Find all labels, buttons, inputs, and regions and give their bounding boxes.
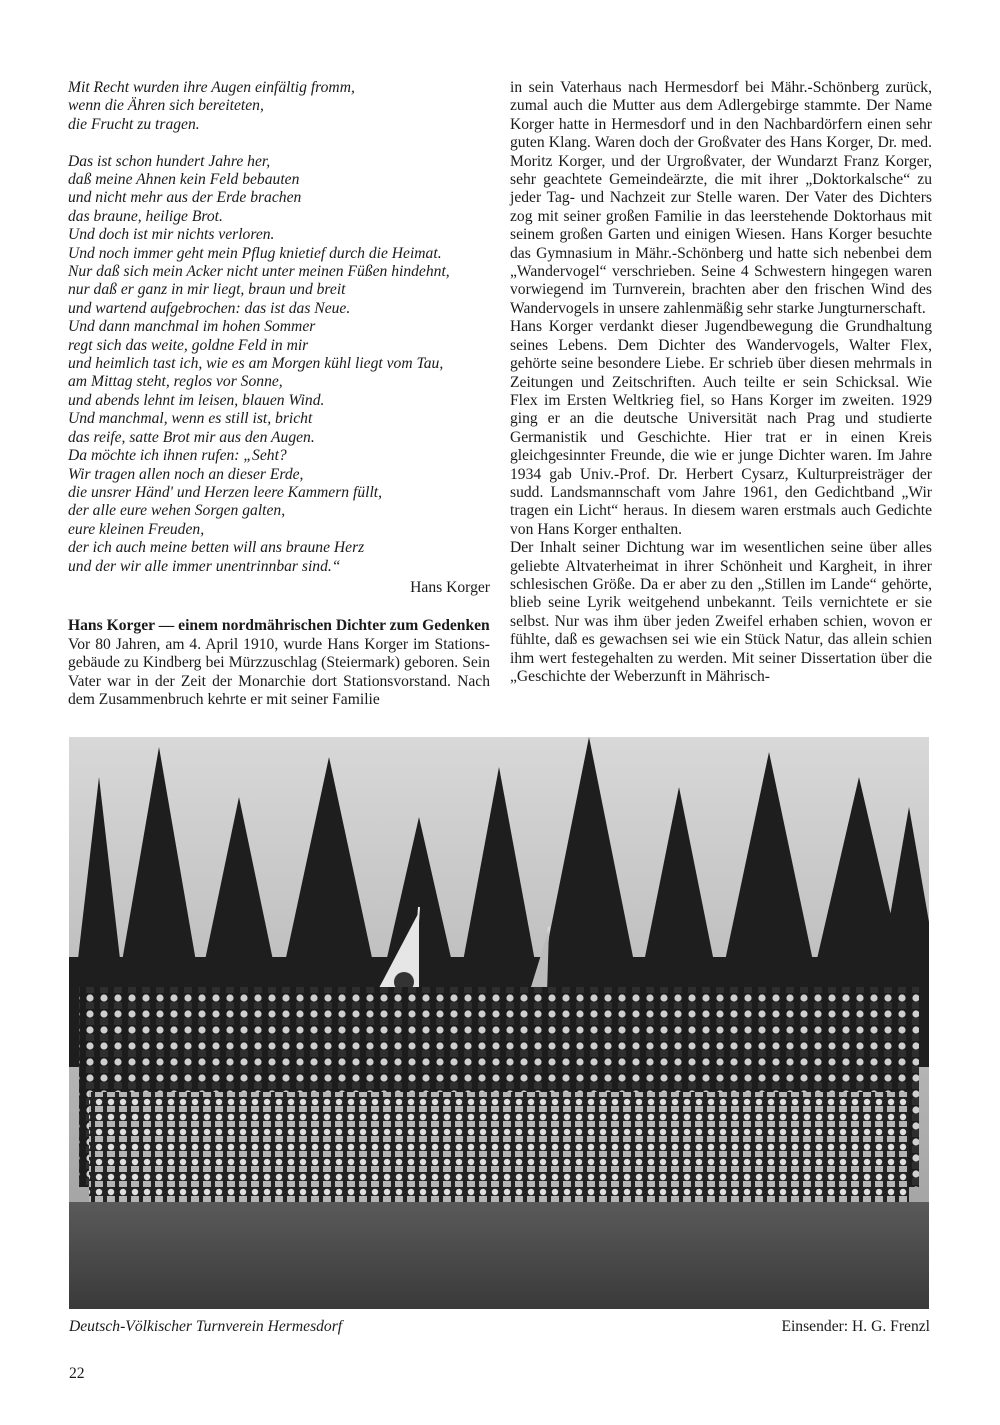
poem-line: eure kleinen Freuden, bbox=[68, 520, 205, 538]
poem-line: Da möchte ich ihnen rufen: „Seht? bbox=[68, 447, 287, 465]
left-column bbox=[68, 79, 490, 709]
poem-author: Hans Korger bbox=[410, 578, 490, 596]
article-paragraph-3: Der Inhalt seiner Dichtung war im wesentlichen seine über alles geliebte Altvaterheimat in ihrer Schönheit und Kargheit, in ihrer schlesischen Größe. Da er aber zu den „Stillen im Lande“ gehörte, blieb seine Lyrik weitgehend unbekannt. Teils vernichtete er sie selbst. Nur was ihm über jeden Zweifel erhaben schien, wovon er fühlte, daß es gewachsen sei wie ein Stück Natur, das allein schien ihm wert festegehalten zu werden. Mit seiner Dissertation über die „Geschichte der Weberzunft in Mährisch- bbox=[510, 539, 932, 685]
photo-credit: Einsender: H. G. Frenzl bbox=[781, 1318, 930, 1335]
poem-line: das reife, satte Brot mir aus den Augen. bbox=[68, 428, 315, 446]
article-paragraph-2: Hans Korger verdankt dieser Jugendbewegung die Grundhaltung seines Lebens. Dem Dichter des Wandervogels, Walter Flex, gehörte seine besondere Liebe. Er schrieb über diesen mehrmals in Zeitungen und Zeitschriften. Auch teilte er sein Schicksal. Wie Flex im Ersten Weltkrieg fiel, so Hans Korger im zweiten. 1929 ging er an die deutsche Universität nach Prag und studierte Germanistik und Geschichte. Hier trat er in einen Kreis gleichgesinnter Freunde, die wie er junge Dichter waren. Im Jahre 1934 gab Univ.-Prof. Dr. Herbert Cysarz, Kulturpreisträger der sudd. Landsmannschaft vom Jahre 1961, den Gedichtband „Wir tragen ein Licht“ heraus. In diesem waren erstmals auch Gedichte von Hans Korger enthalten. bbox=[510, 318, 932, 538]
poem-line: und wartend aufgebrochen: das ist das Neue. bbox=[68, 299, 351, 317]
poem-line: daß meine Ahnen kein Feld bebauten bbox=[68, 171, 300, 189]
meadow bbox=[69, 1202, 929, 1309]
poem-line: Und doch ist mir nichts verloren. bbox=[68, 226, 275, 244]
poem bbox=[68, 79, 490, 576]
poem-line: Und noch immer geht mein Pflug knietief durch die Heimat. bbox=[68, 244, 442, 262]
stanza-gap bbox=[68, 134, 490, 152]
crowd-front bbox=[89, 1092, 909, 1202]
article-paragraph-left: Vor 80 Jahren, am 4. April 1910, wurde Hans Korger im Stationsgebäude zu Kindberg bei Mürzzuschlag (Steiermark) geboren. Sein Vater war in der Zeit der Monarchie dort Stationsvorstand. Nach dem Zusammenbruch kehrte er mit seiner Familie bbox=[68, 635, 490, 708]
poem-line: der alle eure wehen Sorgen galten, bbox=[68, 502, 286, 520]
poem-line: nur daß er ganz in mir liegt, braun und breit bbox=[68, 281, 346, 299]
poem-line: und der wir alle immer unentrinnbar sind.“ bbox=[68, 557, 341, 575]
poem-stanza-2 bbox=[68, 153, 490, 576]
poem-line: das braune, heilige Brot. bbox=[68, 207, 223, 225]
article-paragraph-1: in sein Vaterhaus nach Hermesdorf bei Mähr.-Schönberg zurück, zumal auch die Mutter aus dem Adlergebirge stammte. Der Name Korger hatte in Hermesdorf und in den Nachbardörfern einen sehr guten Klang. Waren doch der Großvater des Hans Korger, Dr. med. Moritz Korger, und der Urgroßvater, der Wundarzt Franz Korger, sehr geachtete Gemeindeärzte, die mit ihrer „Doktorkalsche“ zu jeder Tag- und Nachzeit zur Stelle waren. Der Vater des Dichters zog mit seiner großen Familie in das leerstehende Doktorhaus mit seinem großen Garten und einigen Wiesen. Hans Korger besuchte das Gymnasium in Mähr.-Schönberg und hatte sich nebenbei dem „Wandervogel“ verschrieben. Seine 4 Schwestern hingegen waren vorwiegend im Turnverein, brachten aber den frischen Wind des Wandervogels in unsere zahlenmäßig sehr starke Jungturnerschaft. bbox=[510, 79, 932, 317]
poem-stanza-1 bbox=[68, 79, 490, 134]
group-photo bbox=[69, 737, 929, 1309]
poem-line: Das ist schon hundert Jahre her, bbox=[68, 152, 271, 170]
poem-line: wenn die Ähren sich bereiteten, bbox=[68, 97, 264, 115]
poem-line: und heimlich tast ich, wie es am Morgen kühl liegt vom Tau, bbox=[68, 355, 444, 373]
group-photo-illustration bbox=[69, 737, 929, 1309]
poem-line: die Frucht zu tragen. bbox=[68, 115, 200, 133]
poem-line: Mit Recht wurden ihre Augen einfältig fromm, bbox=[68, 79, 355, 96]
poem-line: am Mittag steht, reglos vor Sonne, bbox=[68, 373, 283, 391]
poem-line: Und manchmal, wenn es still ist, bricht bbox=[68, 410, 313, 428]
poem-line: und abends lehnt im leisen, blauen Wind. bbox=[68, 391, 325, 409]
poem-line: die unsrer Händ' und Herzen leere Kammern füllt, bbox=[68, 483, 383, 501]
poem-line: Wir tragen allen noch an dieser Erde, bbox=[68, 465, 304, 483]
poem-line: der ich auch meine betten will ans braune Herz bbox=[68, 539, 365, 557]
poem-line: Und dann manchmal im hohen Sommer bbox=[68, 318, 316, 336]
poem-line: Nur daß sich mein Acker nicht unter meinen Füßen hindehnt, bbox=[68, 263, 450, 281]
poem-line: und nicht mehr aus der Erde brachen bbox=[68, 189, 302, 207]
page-number: 22 bbox=[69, 1365, 85, 1382]
poem-line: regt sich das weite, goldne Feld in mir bbox=[68, 336, 309, 354]
article-heading: Hans Korger — einem nordmährischen Dichter zum Gedenken bbox=[68, 617, 490, 635]
photo-caption: Deutsch-Völkischer Turnverein Hermesdorf bbox=[69, 1318, 343, 1335]
right-column bbox=[510, 79, 932, 686]
